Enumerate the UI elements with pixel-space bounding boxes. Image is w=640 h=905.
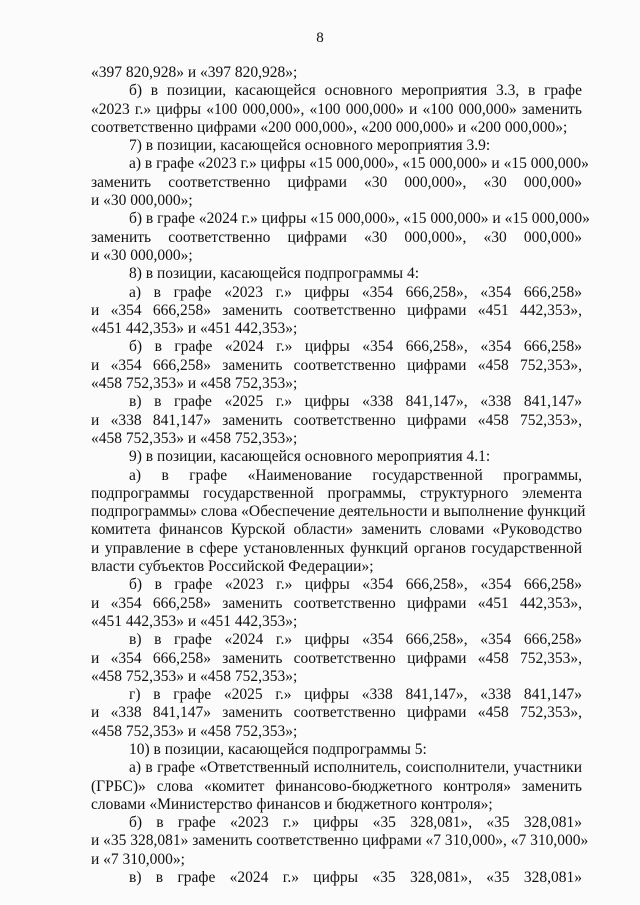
text-line: и «354 666,258» заменить соответственно цифрами «458 752,353», (91, 356, 582, 374)
text-line: и «338 841,147» заменить соответственно цифрами «458 752,353», (91, 411, 582, 429)
text-line: «451 442,353» и «451 442,353»; (91, 320, 298, 338)
text-line: в) в графе «2025 г.» цифры «338 841,147», «338 841,147» (129, 393, 582, 411)
text-line: и «338 841,147» заменить соответственно цифрами «458 752,353», (91, 704, 582, 722)
text-line: «458 752,353» и «458 752,353»; (91, 667, 298, 685)
text-line: г) в графе «2025 г.» цифры «338 841,147», «338 841,147» (129, 686, 582, 704)
text-line: «458 752,353» и «458 752,353»; (91, 722, 298, 740)
text-line: соответственно цифрами «200 000,000», «200 000,000» и «200 000,000»; (91, 118, 568, 136)
text-line: 9) в позиции, касающейся основного мероприятия 4.1: (129, 448, 491, 466)
text-line: а) в графе «Ответственный исполнитель, соисполнители, участники (129, 759, 582, 777)
text-line: подпрограммы государственной программы, структурного элемента (91, 484, 582, 502)
text-line: «458 752,353» и «458 752,353»; (91, 429, 298, 447)
text-line: подпрограммы» слова «Обеспечение деятельности и выполнение функций (91, 503, 586, 521)
page-number: 8 (316, 30, 324, 46)
text-line: «451 442,353» и «451 442,353»; (91, 612, 298, 630)
text-line: в) в графе «2024 г.» цифры «35 328,081», «35 328,081» (129, 869, 582, 887)
text-line: и управление в сфере установленных функций органов государственной (91, 539, 582, 557)
text-line: а) в графе «2023 г.» цифры «354 666,258», «354 666,258» (129, 283, 582, 301)
text-line: и «30 000,000»; (91, 246, 193, 264)
text-line: и «354 666,258» заменить соответственно цифрами «451 442,353», (91, 301, 582, 319)
text-line: а) в графе «Наименование государственной программы, (129, 466, 582, 484)
text-line: 10) в позиции, касающейся подпрограммы 5: (129, 740, 427, 758)
text-line: б) в графе «2024 г.» цифры «354 666,258», «354 666,258» (129, 338, 582, 356)
text-line: и «354 666,258» заменить соответственно цифрами «458 752,353», (91, 649, 582, 667)
text-line: заменить соответственно цифрами «30 000,000», «30 000,000» (91, 173, 582, 191)
text-line: «2023 г.» цифры «100 000,000», «100 000,000» и «100 000,000» заменить (91, 100, 582, 118)
text-line: словами «Министерство финансов и бюджетного контроля»; (91, 795, 493, 813)
text-line: 7) в позиции, касающейся основного мероприятия 3.9: (129, 137, 491, 155)
text-line: б) в позиции, касающейся основного мероприятия 3.3, в графе (129, 82, 582, 100)
text-line: б) в графе «2023 г.» цифры «354 666,258», «354 666,258» (129, 576, 582, 594)
text-line: и «354 666,258» заменить соответственно цифрами «451 442,353», (91, 594, 582, 612)
text-line: и «35 328,081» заменить соответственно цифрами «7 310,000», «7 310,000» (91, 832, 589, 850)
text-line: власти субъектов Российской Федерации»; (91, 558, 374, 576)
text-line: комитета финансов Курской области» заменить словами «Руководство (91, 521, 582, 539)
text-line: заменить соответственно цифрами «30 000,000», «30 000,000» (91, 228, 582, 246)
text-line: «397 820,928» и «397 820,928»; (91, 64, 298, 81)
text-line: а) в графе «2023 г.» цифры «15 000,000», «15 000,000» и «15 000,000» (129, 155, 589, 173)
text-line: (ГРБС)» слова «комитет финансово-бюджетного контроля» заменить (91, 777, 582, 795)
document-body (91, 64, 590, 887)
text-line: и «7 310,000»; (91, 850, 185, 868)
text-line: 8) в позиции, касающейся подпрограммы 4: (129, 265, 420, 283)
text-line: в) в графе «2024 г.» цифры «354 666,258», «354 666,258» (129, 631, 582, 649)
text-line: б) в графе «2023 г.» цифры «35 328,081», «35 328,081» (129, 814, 582, 832)
text-line: и «30 000,000»; (91, 192, 193, 210)
text-line: б) в графе «2024 г.» цифры «15 000,000», «15 000,000» и «15 000,000» (129, 210, 590, 228)
text-line: «458 752,353» и «458 752,353»; (91, 375, 298, 393)
